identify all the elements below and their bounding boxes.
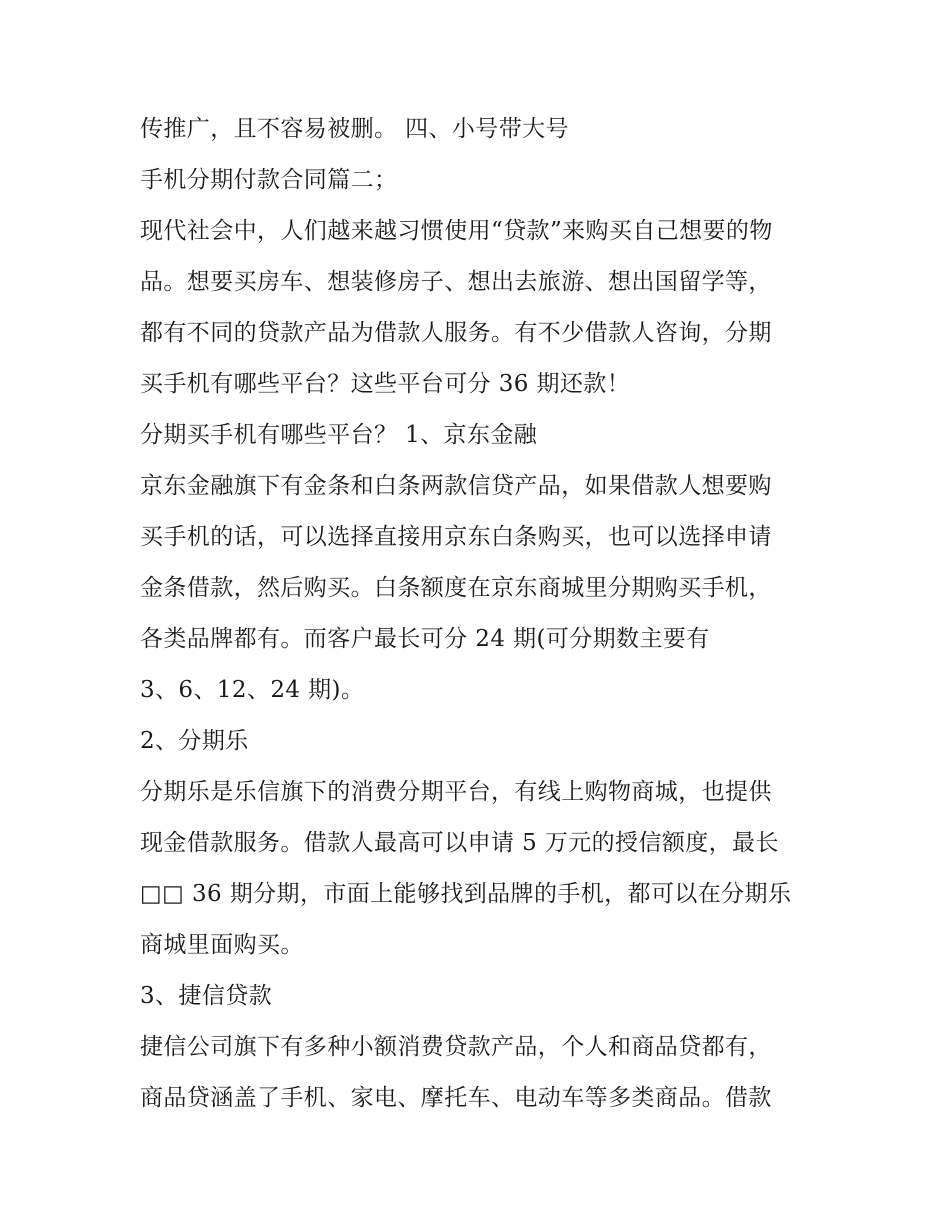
text-line: 买手机有哪些平台？这些平台可分 36 期还款！ (140, 371, 631, 397)
text-line: 商品贷涵盖了手机、家电、摩托车、电动车等多类商品。借款 (140, 1085, 772, 1111)
text-line: 分期买手机有哪些平台？ 1、京东金融 (140, 422, 538, 448)
text-line: 都有不同的贷款产品为借款人服务。有不少借款人咨询，分期 (140, 320, 772, 346)
text-line: 买手机的话，可以选择直接用京东白条购买，也可以选择申请 (140, 524, 772, 550)
text-line: 各类品牌都有。而客户最长可分 24 期(可分期数主要有 (140, 626, 710, 652)
text-line: 品。想要买房车、想装修房子、想出去旅游、想出国留学等， (140, 269, 772, 295)
text-line: 捷信公司旗下有多种小额消费贷款产品，个人和商品贷都有， (140, 1034, 772, 1060)
text-line: 分期乐是乐信旗下的消费分期平台，有线上购物商城，也提供 (140, 779, 772, 805)
text-line: 3、6、12、24 期)。 (140, 677, 365, 703)
text-line: 现金借款服务。借款人最高可以申请 5 万元的授信额度，最长 (140, 830, 779, 856)
text-line: 现代社会中，人们越来越习惯使用“贷款”来购买自己想要的物 (140, 218, 773, 244)
text-line: 传推广，且不容易被删。 四、小号带大号 (140, 116, 569, 142)
text-line: 京东金融旗下有金条和白条两款信贷产品，如果借款人想要购 (140, 473, 772, 499)
text-line: 金条借款，然后购买。白条额度在京东商城里分期购买手机， (140, 575, 772, 601)
text-line: □□ 36 期分期，市面上能够找到品牌的手机，都可以在分期乐 (140, 881, 792, 907)
text-line: 商城里面购买。 (140, 932, 304, 958)
text-line: 3、捷信贷款 (140, 983, 273, 1009)
text-line: 2、分期乐 (140, 728, 249, 754)
text-line: 手机分期付款合同篇二； (140, 167, 398, 193)
